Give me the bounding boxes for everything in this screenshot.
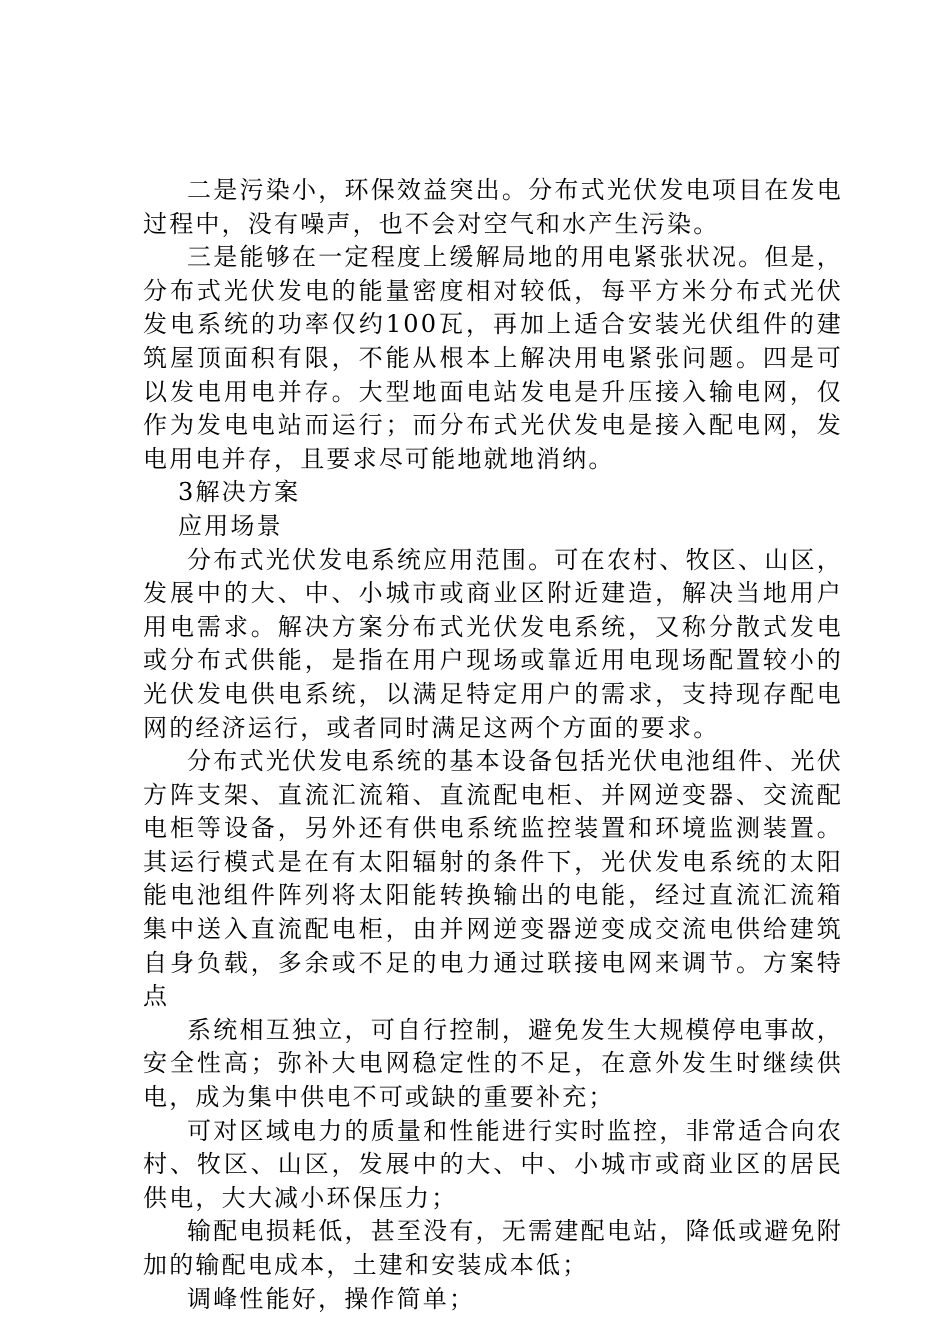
paragraph-power-shortage: 三是能够在一定程度上缓解局地的用电紧张状况。但是，分布式光伏发电的能量密度相对较低，每平方米分布式光伏发电系统的功率仅约100瓦，再加上适合安装光伏组件的建筑屋顶面积有限，不能从根本上解决用电紧张问题。四是可以发电用电并存。大型地面电站发电是升压接入输电网，仅作为发电电站而运行；而分布式光伏发电是接入配电网，发电用电并存，且要求尽可能地就地消纳。 [143, 243, 843, 473]
section-heading-solution: 3解决方案 [178, 478, 301, 507]
paragraph-peak-regulation: 调峰性能好，操作简单； [187, 1284, 476, 1313]
document-body [143, 174, 843, 1316]
paragraph-application-scope: 分布式光伏发电系统应用范围。可在农村、牧区、山区，发展中的大、中、小城市或商业区附近建造，解决当地用户用电需求。解决方案分布式光伏发电系统，又称分散式发电或分布式供能，是指在用户现场或靠近用电现场配置较小的光伏发电供电系统，以满足特定用户的需求，支持现存配电网的经济运行，或者同时满足这两个方面的要求。 [143, 545, 843, 742]
paragraph-low-loss: 输配电损耗低，甚至没有，无需建配电站，降低或避免附加的输配电成本，土建和安装成本低； [143, 1217, 843, 1279]
subheading-scenarios: 应用场景 [178, 511, 283, 540]
paragraph-monitoring: 可对区域电力的质量和性能进行实时监控，非常适合向农村、牧区、山区，发展中的大、中、小城市或商业区的居民供电，大大减小环保压力； [143, 1116, 843, 1212]
paragraph-pollution: 二是污染小，环保效益突出。分布式光伏发电项目在发电过程中，没有噪声，也不会对空气和水产生污染。 [143, 176, 843, 238]
paragraph-independence: 系统相互独立，可自行控制，避免发生大规模停电事故，安全性高；弥补大电网稳定性的不足，在意外发生时继续供电，成为集中供电不可或缺的重要补充； [143, 1015, 843, 1112]
paragraph-equipment: 分布式光伏发电系统的基本设备包括光伏电池组件、光伏方阵支架、直流汇流箱、直流配电柜、并网逆变器、交流配电柜等设备，另外还有供电系统监控装置和环境监测装置。其运行模式是在有太阳辐射的条件下，光伏发电系统的太阳能电池组件阵列将太阳能转换输出的电能，经过直流汇流箱集中送入直流配电柜，由并网逆变器逆变成交流电供给建筑自身负载，多余或不足的电力通过联接电网来调节。方案特点 [143, 747, 843, 1011]
